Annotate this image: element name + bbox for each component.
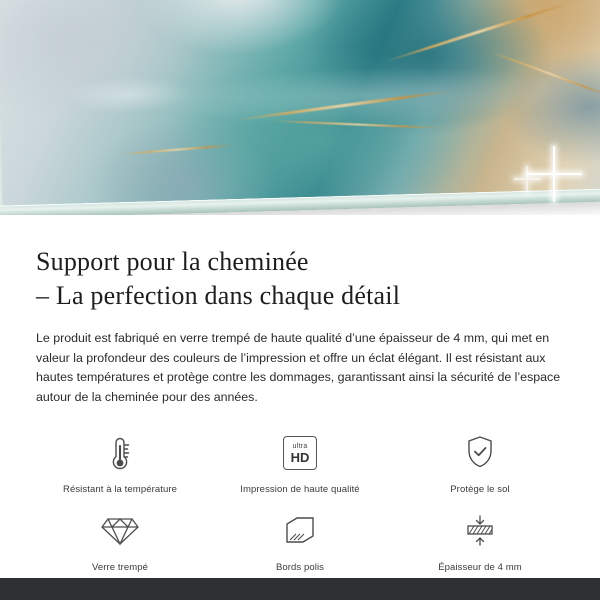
title-line-2: – La perfection dans chaque détail xyxy=(36,281,401,310)
glass-panel-photo xyxy=(0,0,600,215)
feature-label: Résistant à la température xyxy=(62,484,178,495)
feature-item-floor-protection xyxy=(390,431,570,495)
ultra-hd-badge-bottom: HD xyxy=(290,449,310,465)
feature-item-print-quality xyxy=(210,431,390,495)
bottom-bar xyxy=(0,578,600,600)
shield-check-icon xyxy=(462,431,498,475)
feature-item-thickness xyxy=(390,509,570,573)
title-line-1: Support pour la cheminée xyxy=(36,247,309,276)
feature-label: Épaisseur de 4 mm xyxy=(438,562,522,573)
polished-edges-icon xyxy=(281,509,319,553)
thermometer-icon xyxy=(103,431,137,475)
feature-item-polished-edges xyxy=(210,509,390,573)
feature-item-tempered-glass xyxy=(30,509,210,573)
feature-label: Impression de haute qualité xyxy=(240,484,360,495)
product-description: Le produit est fabriqué en verre trempé de haute qualité d’une épaisseur de 4 mm, qui met en valeur la profondeur des couleurs de l’impression et offre un éclat élégant. Il est résistant aux hautes températures et protège contre les dommages, garantissant ainsi la sécurité de l’espace autour de la cheminée pour des années. xyxy=(36,331,561,404)
hero-image xyxy=(0,0,600,215)
thickness-arrows-icon xyxy=(460,509,500,553)
feature-label: Bords polis xyxy=(275,562,325,573)
text-content xyxy=(0,215,600,407)
diamond-icon xyxy=(100,509,140,553)
feature-label: Verre trempé xyxy=(91,562,149,573)
marble-print-artwork xyxy=(0,0,600,215)
ultra-hd-icon xyxy=(283,431,317,475)
feature-item-temperature xyxy=(30,431,210,495)
feature-label: Protège le sol xyxy=(450,484,510,495)
page-title xyxy=(36,245,564,313)
feature-grid xyxy=(30,431,570,573)
ultra-hd-badge-top: ultra xyxy=(292,442,308,450)
